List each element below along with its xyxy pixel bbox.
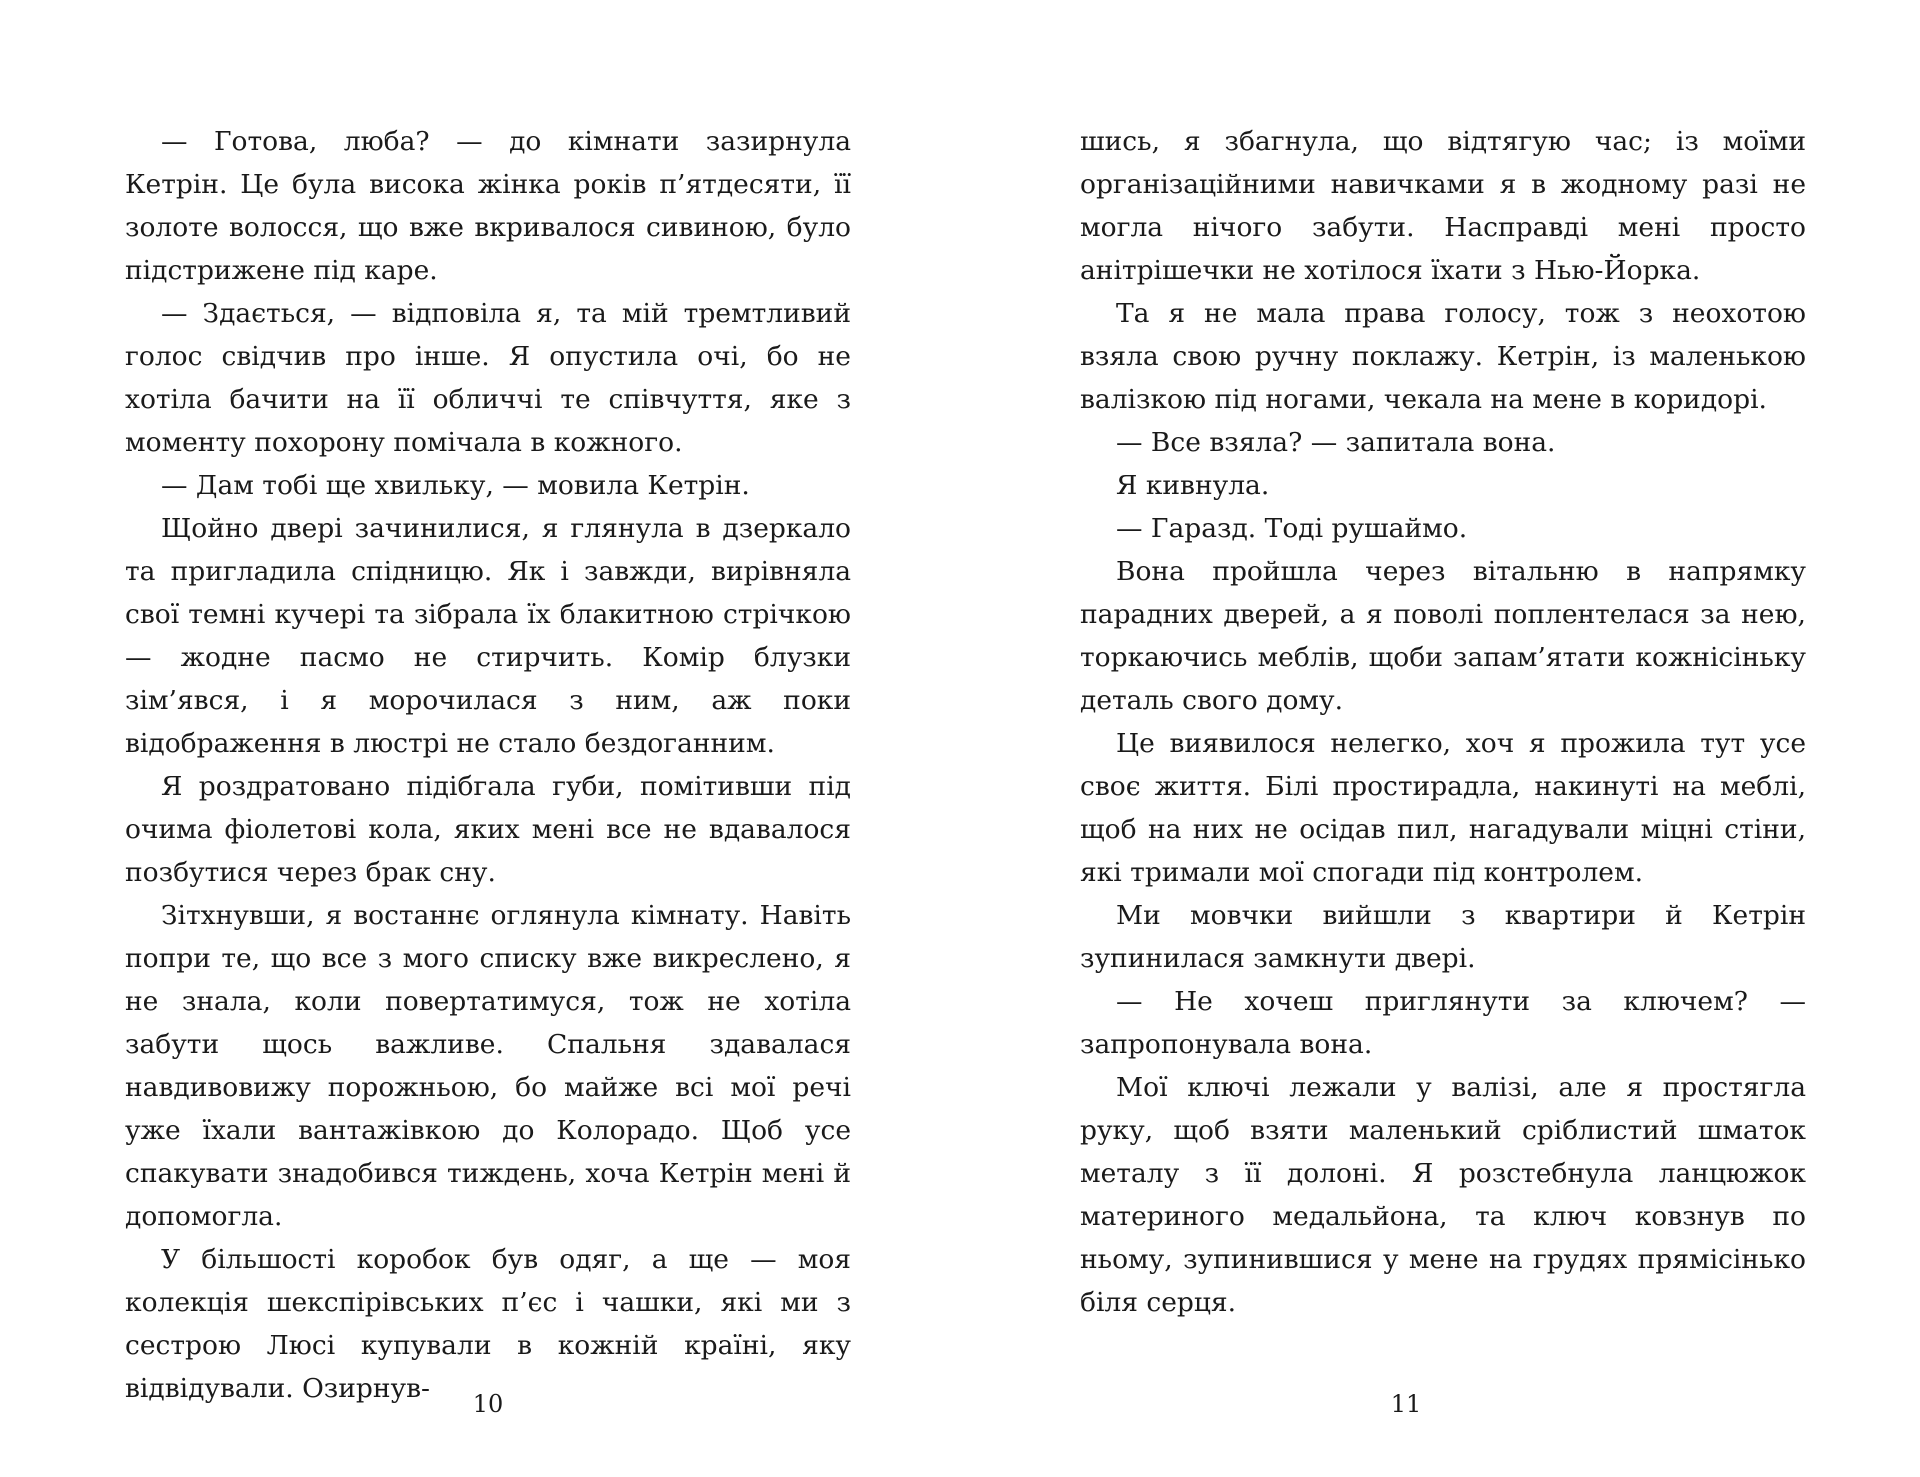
paragraph: Я кивнула. [1116,470,1270,501]
paragraph: Зітхнувши, я востаннє оглянула кімнату. Навіть попри те, що все з мого списку вже викреслено, я не знала, коли повертатимуся, тож не хотіла забути щось важливе. Спальня здавалася навдивовижу порожньою, бо майже всі мої речі уже їхали вантажівкою до Колорадо. Щоб усе спакувати знадобився тиждень, хоча Кетрін мені й допомогла. [125,900,851,1232]
page-number: 11 [1390,1390,1422,1418]
paragraph: — Не хочеш приглянути за ключем? — запропонувала вона. [1080,986,1806,1060]
right-page-text [1080,120,1806,1324]
paragraph: — Все взяла? — запитала вона. [1116,427,1556,458]
paragraph: Та я не мала права голосу, тож з неохотою взяла свою ручну поклажу. Кетрін, із маленькою валізкою під ногами, чекала на мене в коридорі. [1080,298,1806,415]
paragraph: — Гаразд. Тоді рушаймо. [1116,513,1468,544]
paragraph: Я роздратовано підібгала губи, помітивши під очима фіолетові кола, яких мені все не вдавалося позбутися через брак сну. [125,771,851,888]
paragraph: — Дам тобі ще хвильку, — мовила Кетрін. [161,470,750,501]
left-page-text [125,120,851,1410]
paragraph: Щойно двері зачинилися, я глянула в дзеркало та пригладила спідницю. Як і завжди, вирівняла свої темні кучері та зібрала їх блакитною стрічкою — жодне пасмо не стирчить. Комір блузки зім’явся, і я морочилася з ним, аж поки відображення в люстрі не стало бездоганним. [125,513,851,759]
paragraph: Вона пройшла через вітальню в напрямку парадних дверей, а я поволі поплентелася за нею, торкаючись меблів, щоби запам’ятати кожнісіньку деталь свого дому. [1080,556,1806,716]
paragraph: — Готова, люба? — до кімнати зазирнула Кетрін. Це була висока жінка років п’ятдесяти, її золоте волосся, що вже вкривалося сивиною, було підстрижене під каре. [125,126,851,286]
page-number: 10 [472,1390,504,1418]
paragraph: У більшості коробок був одяг, а ще — моя колекція шекспірівських п’єс і чашки, які ми з сестрою Люсі купували в кожній країні, яку відвідували. Озирнув- [125,1244,851,1404]
paragraph: Це виявилося нелегко, хоч я прожила тут усе своє життя. Білі простирадла, накинуті на меблі, щоб на них не осідав пил, нагадували міцні стіни, які тримали мої спогади під контролем. [1080,728,1806,888]
paragraph: — Здається, — відповіла я, та мій тремтливий голос свідчив про інше. Я опустила очі, бо не хотіла бачити на її обличчі те співчуття, яке з моменту похорону помічала в кожного. [125,298,851,458]
paragraph: Ми мовчки вийшли з квартири й Кетрін зупинилася замкнути двері. [1080,900,1806,974]
paragraph: Мої ключі лежали у валізі, але я простягла руку, щоб взяти маленький сріблистий шматок металу з її долоні. Я розстебнула ланцюжок материного медальйона, та ключ ковзнув по ньому, зупинившися у мене на грудях прямісінько біля серця. [1080,1072,1806,1318]
continued-paragraph: шись, я збагнула, що відтягую час; із моїми організаційними навичками я в жодному разі не могла нічого забути. Насправді мені просто анітрішечки не хотілося їхати з Нью-Йорка. [1080,126,1806,286]
right-page [960,0,1920,1477]
